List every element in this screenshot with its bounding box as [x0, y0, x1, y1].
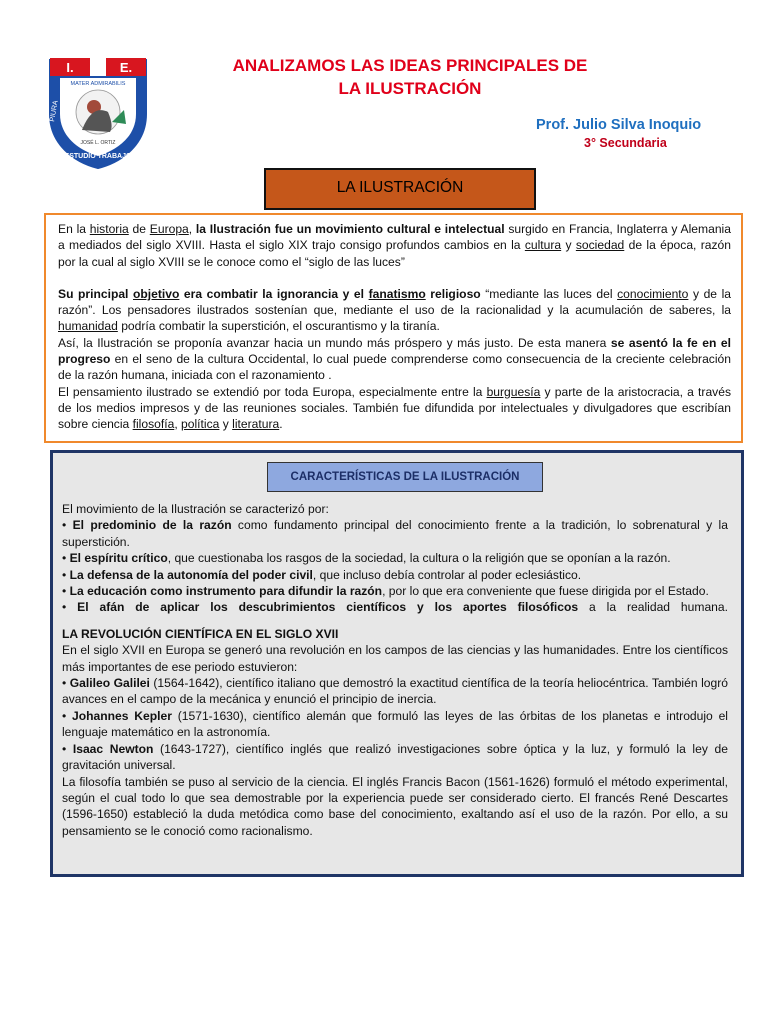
title-line-1: ANALIZAMOS LAS IDEAS PRINCIPALES DE: [232, 56, 588, 75]
logo-banner-right: E.: [119, 60, 133, 75]
link-europa[interactable]: Europa: [149, 222, 189, 236]
author-name: Prof. Julio Silva Inoquio: [536, 117, 702, 133]
link-historia[interactable]: historia: [89, 222, 129, 236]
school-logo: [42, 52, 154, 170]
characteristics-text: [62, 501, 728, 839]
link-politica[interactable]: política: [181, 417, 220, 432]
link-literatura[interactable]: literatura: [232, 417, 280, 432]
intro-paragraph-4: El pensamiento ilustrado se extendió por toda Europa, especialmente entre la burguesía y parte de la aristocracia, a través de los medios impresos y de las reuniones sociales. También fue difundida por intelectuales y divulgadores que escribían sobre ciencia filosofía, política y literatura.: [58, 384, 731, 432]
logo-ring-left: PIURA: [49, 100, 60, 123]
characteristic-item: • El afán de aplicar los descubrimientos científicos y los aportes filosóficos a la realidad humana.: [62, 600, 728, 615]
page-title: [190, 54, 630, 100]
characteristic-item: • La defensa de la autonomía del poder civil, que incluso debía controlar al poder eclesiástico.: [62, 567, 582, 582]
scientist-item: • Johannes Kepler (1571-1630), científico alemán que formuló las leyes de las órbitas de los planetas e introdujo el lenguaje matemático en la astronomía.: [62, 708, 728, 740]
revolution-heading: LA REVOLUCIÓN CIENTÍFICA EN EL SIGLO XVII: [62, 626, 339, 641]
intro-paragraph-3: Así, la Ilustración se proponía avanzar hacia un mundo más próspero y más justo. De esta manera se asentó la fe en el progreso en el seno de la cultura Occidental, lo cual puede comprenderse como consecuencia de la creciente celebración de la razón humana, iniciada con el razonamiento .: [58, 335, 731, 383]
link-objetivo[interactable]: objetivo: [132, 286, 180, 301]
link-burguesia[interactable]: burguesía: [486, 384, 541, 399]
characteristics-title: CARACTERÍSTICAS DE LA ILUSTRACIÓN: [267, 462, 543, 492]
link-conocimiento[interactable]: conocimiento: [617, 286, 689, 301]
characteristics-intro: El movimiento de la Ilustración se caracterizó por:: [62, 502, 329, 516]
intro-text-box: [44, 213, 743, 443]
revolution-intro: En el siglo XVII en Europa se generó una revolución en los campos de las ciencias y las humanidades. Entre los científicos más importantes de ese periodo estuvieron:: [62, 643, 728, 674]
logo-top-text: MATER ADMIRABILIS: [70, 81, 126, 87]
logo-banner-left: I.: [66, 60, 74, 75]
logo-ring-inner: JOSÉ L. ORTIZ: [80, 140, 116, 146]
scientist-item: • Isaac Newton (1643-1727), científico inglés que realizó investigaciones sobre óptica y la luz, y formuló la ley de gravitación universal.: [62, 741, 728, 773]
link-filosofia[interactable]: filosofía: [132, 417, 175, 432]
intro-paragraph-2: Su principal objetivo era combatir la ignorancia y el fanatismo religioso “mediante las luces del conocimiento y de la razón”. Los pensadores ilustrados sostenían que, mediante el uso de la racionalidad y la acumulación de saberes, la humanidad podría combatir la superstición, el oscurantismo y la tiranía.: [58, 286, 731, 334]
logo-ring-bottom: ESTUDIO TRABAJO: [64, 153, 132, 160]
characteristic-item: • El predominio de la razón como fundamento principal del conocimiento frente a la tradición, lo sobrenatural y la superstición.: [62, 518, 728, 549]
link-sociedad[interactable]: sociedad: [575, 238, 625, 253]
characteristics-box: [50, 450, 744, 877]
characteristic-item: • La educación como instrumento para difundir la razón, por lo que era conveniente que fuese dirigida por el Estado.: [62, 584, 709, 599]
title-line-2: LA ILUSTRACIÓN: [338, 79, 482, 98]
link-humanidad[interactable]: humanidad: [58, 319, 118, 334]
intro-paragraph-1: En la historia de Europa, la Ilustración fue un movimiento cultural e intelectual surgido en Francia, Inglaterra y Alemania a mediados del siglo XVIII. Hasta el siglo XIX trajo consigo profundos cambios en la cultura y sociedad de la época, razón por la cual al siglo XVIII se le conoce como el “siglo de las luces”: [58, 222, 731, 269]
link-cultura[interactable]: cultura: [524, 238, 562, 253]
characteristic-item: • El espíritu crítico, que cuestionaba los rasgos de la sociedad, la cultura o la religión que se oponían a la razón.: [62, 551, 671, 566]
grade-level: 3° Secundaria: [584, 136, 667, 150]
section-title-box: LA ILUSTRACIÓN: [264, 168, 536, 210]
scientist-item: • Galileo Galilei (1564-1642), científico italiano que demostró la exactitud científica de la teoría heliocéntrica. También logró avances en el campo de la mecánica y enunció el principio de inercia.: [62, 676, 728, 707]
link-fanatismo[interactable]: fanatismo: [368, 286, 426, 301]
revolution-closing: La filosofía también se puso al servicio de la ciencia. El inglés Francis Bacon (1561-1626) formuló el método experimental, según el cual todo lo que sea demostrable por la experiencia puede ser considerado cierto. El francés René Descartes (1596-1650) estableció la duda metódica como base del conocimiento, exaltando así el uso de la razón. Por ello, a su pensamiento se le conoció como racionalismo.: [62, 774, 728, 838]
